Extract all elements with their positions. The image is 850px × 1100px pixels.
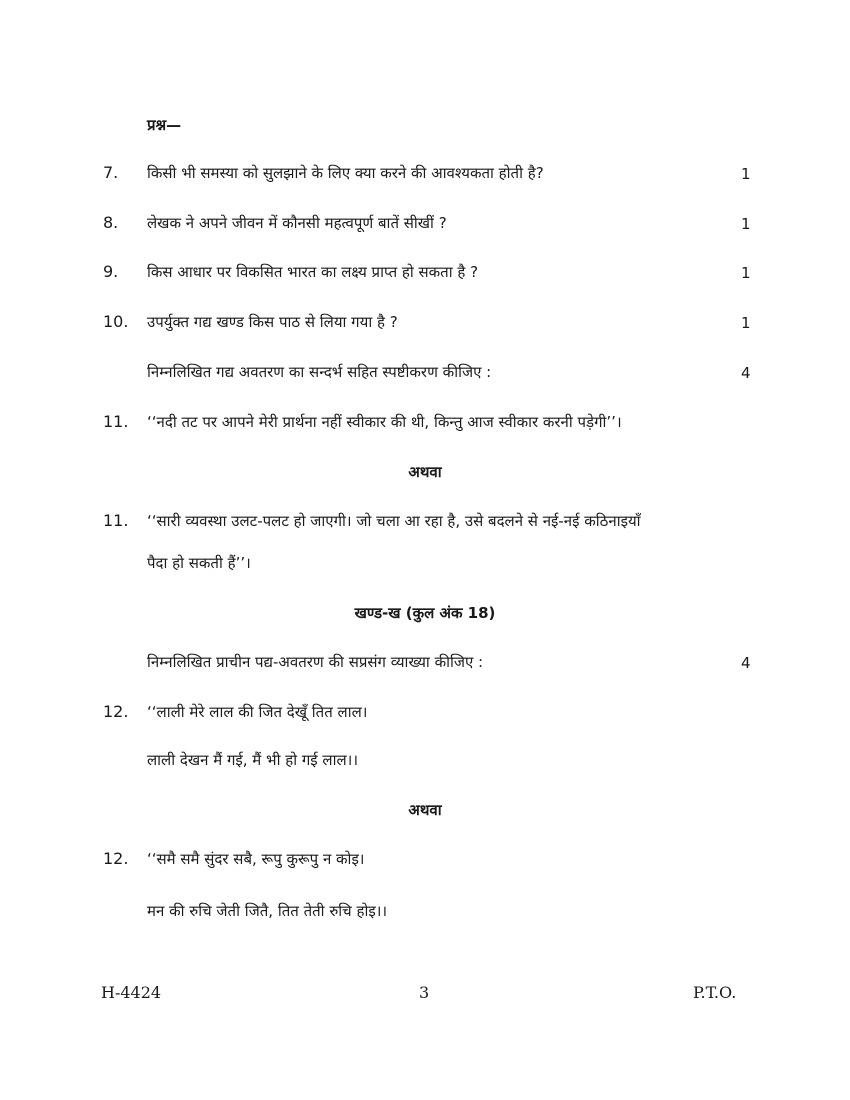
question-number: 7.: [103, 163, 119, 182]
pto-label: P.T.O.: [693, 983, 737, 1002]
question-number: 8.: [103, 213, 119, 232]
athva-separator: अथवा: [408, 801, 442, 819]
verse-line: लाली देखन मैं गई, मैं भी हो गई लाल।।: [147, 751, 359, 769]
athva-separator: अथवा: [408, 463, 442, 481]
question-marks: 1: [741, 314, 751, 332]
question-number: 11.: [103, 412, 129, 431]
question-text: किस आधार पर विकसित भारत का लक्ष्य प्राप्त हो सकता है ?: [147, 263, 479, 281]
page-number: 3: [419, 983, 430, 1002]
question-text: लेखक ने अपने जीवन में कौनसी महत्वपूर्ण बातें सीखीं ?: [147, 214, 447, 232]
question-marks: 1: [741, 264, 751, 282]
instruction-marks: 4: [741, 654, 751, 672]
question-number: 9.: [103, 262, 119, 281]
quote-line: पैदा हो सकती हैं’’।: [147, 554, 251, 572]
question-marks: 1: [741, 165, 751, 183]
question-number: 11.: [103, 511, 129, 530]
instruction-text: निम्नलिखित गद्य अवतरण का सन्दर्भ सहित स्पष्टीकरण कीजिए :: [147, 363, 492, 381]
question-number: 12.: [103, 849, 129, 868]
question-number: 12.: [103, 702, 129, 721]
verse-line: मन की रुचि जेती जितै, तित तेती रुचि होइ।।: [147, 902, 388, 920]
question-marks: 1: [741, 215, 751, 233]
question-text: किसी भी समस्या को सुलझाने के लिए क्या करने की आवश्यकता होती है?: [147, 164, 544, 182]
section-header: प्रश्न—: [147, 116, 182, 134]
question-number: 10.: [103, 312, 129, 331]
verse-line: ‘‘लाली मेरे लाल की जित देखूँ तित लाल।: [147, 703, 368, 721]
instruction-text: निम्नलिखित प्राचीन पद्य-अवतरण की सप्रसंग व्याख्या कीजिए :: [147, 653, 484, 671]
verse-line: ‘‘समै समै सुंदर सबै, रूपु कुरूपु न कोइ।: [147, 850, 365, 868]
question-text: उपर्युक्त गद्य खण्ड किस पाठ से लिया गया है ?: [147, 313, 398, 331]
quote-text: ‘‘नदी तट पर आपने मेरी प्रार्थना नहीं स्वीकार की थी, किन्तु आज स्वीकार करनी पड़ेगी’’।: [147, 413, 622, 431]
paper-code: H-4424: [101, 983, 162, 1002]
section-heading: खण्ड-ख (कुल अंक 18): [354, 604, 496, 622]
instruction-marks: 4: [741, 364, 751, 382]
quote-line: ‘‘सारी व्यवस्था उलट-पलट हो जाएगी। जो चला आ रहा है, उसे बदलने से नई-नई कठिनाइयाँ: [147, 512, 641, 530]
